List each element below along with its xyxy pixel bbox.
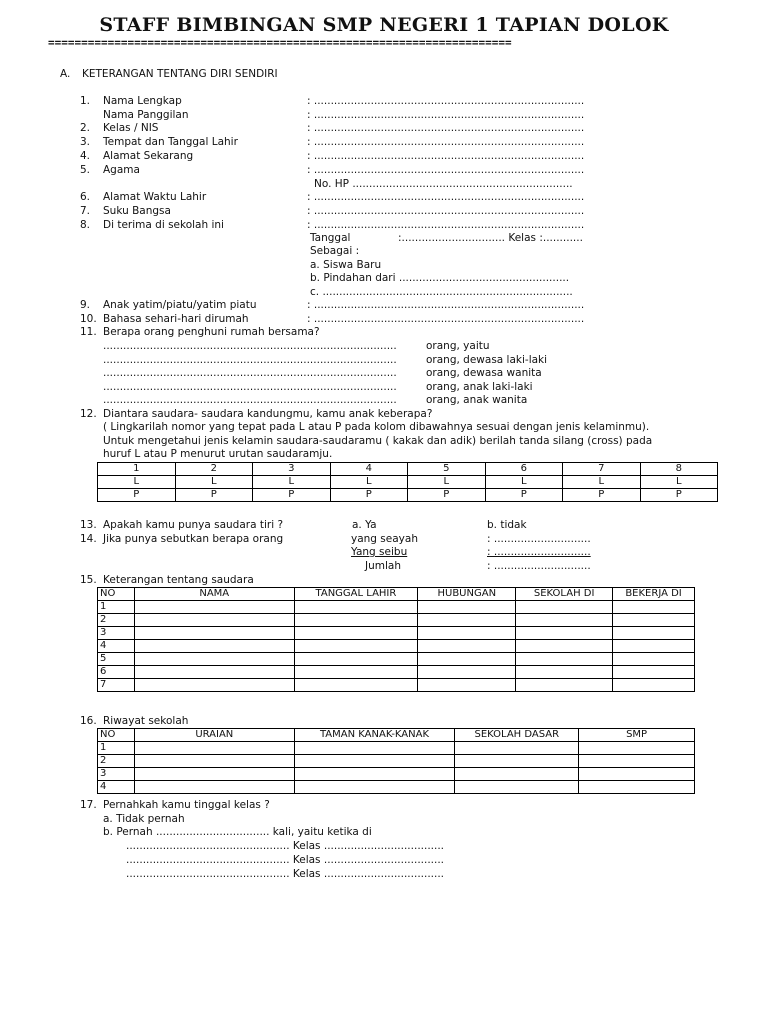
school-history-table xyxy=(97,728,695,794)
table-input-cell[interactable] xyxy=(294,614,418,627)
table-input-cell[interactable] xyxy=(134,666,294,679)
q12-line1: Diantara saudara- saudara kandungmu, kamu anak keberapa? xyxy=(103,408,433,420)
row-number-cell: 4 xyxy=(98,781,135,794)
option-siswa-baru[interactable]: a. Siswa Baru xyxy=(310,259,382,271)
title-rule: ====================================================================== xyxy=(48,36,512,49)
q12-line4: huruf L atau P menurut urutan saudaramju. xyxy=(103,448,333,460)
table-header-cell: URAIAN xyxy=(134,729,294,742)
q14-jumlah-field[interactable]: : ............................. xyxy=(487,560,591,572)
field-label: Anak yatim/piatu/yatim piatu xyxy=(103,299,257,311)
sibling-number-cell: 5 xyxy=(408,463,486,476)
table-input-cell[interactable] xyxy=(579,781,695,794)
field-number: 9. xyxy=(80,299,91,311)
table-input-cell[interactable] xyxy=(134,768,294,781)
sibling-gender-cell[interactable]: P xyxy=(408,489,486,502)
q13-text: Apakah kamu punya saudara tiri ? xyxy=(103,519,284,531)
field-input-dots[interactable]: : ................................................................................. xyxy=(307,164,585,176)
q12-line3: Untuk mengetahui jenis kelamin saudara-saudaramu ( kakak dan adik) berilah tanda silang (cross) pada xyxy=(103,435,653,447)
table-row xyxy=(98,640,695,653)
table-input-cell[interactable] xyxy=(418,679,516,692)
table-input-cell[interactable] xyxy=(294,666,418,679)
table-header-cell: TAMAN KANAK-KANAK xyxy=(294,729,455,742)
q11-dots[interactable]: ........................................................................................ xyxy=(103,367,397,379)
field-label: Kelas / NIS xyxy=(103,122,159,134)
table-input-cell[interactable] xyxy=(418,666,516,679)
q17-option-pernah[interactable]: b. Pernah .................................. kali, yaitu ketika di xyxy=(103,826,372,838)
sibling-gender-cell[interactable]: L xyxy=(485,476,563,489)
sibling-gender-cell[interactable]: L xyxy=(330,476,408,489)
field-input-dots[interactable]: : ................................................................................. xyxy=(307,313,585,325)
table-input-cell[interactable] xyxy=(455,781,579,794)
q11-row-label: orang, dewasa wanita xyxy=(426,367,542,379)
row-number-cell: 6 xyxy=(98,666,135,679)
table-header-row xyxy=(98,729,695,742)
table-input-cell[interactable] xyxy=(516,653,613,666)
table-row xyxy=(98,463,718,476)
sibling-gender-cell[interactable]: L xyxy=(253,476,331,489)
table-row xyxy=(98,489,718,502)
field-label: Di terima di sekolah ini xyxy=(103,219,224,231)
table-row xyxy=(98,679,695,692)
sibling-gender-cell[interactable]: L xyxy=(640,476,718,489)
sibling-gender-cell[interactable]: P xyxy=(175,489,253,502)
q17-kelas-line[interactable]: ................................................. Kelas .................................... xyxy=(126,868,445,880)
table-input-cell[interactable] xyxy=(613,640,695,653)
table-input-cell[interactable] xyxy=(294,627,418,640)
table-input-cell[interactable] xyxy=(134,601,294,614)
q11-dots[interactable]: ........................................................................................ xyxy=(103,340,397,352)
siblings-table xyxy=(97,587,695,692)
sibling-gender-cell[interactable]: P xyxy=(485,489,563,502)
table-input-cell[interactable] xyxy=(418,640,516,653)
q11-row-label: orang, anak wanita xyxy=(426,394,528,406)
table-row xyxy=(98,742,695,755)
table-input-cell[interactable] xyxy=(134,627,294,640)
table-input-cell[interactable] xyxy=(613,666,695,679)
table-row xyxy=(98,601,695,614)
tanggal-label: Tanggal xyxy=(310,232,351,244)
table-input-cell[interactable] xyxy=(294,679,418,692)
table-input-cell[interactable] xyxy=(134,614,294,627)
section-a-title: KETERANGAN TENTANG DIRI SENDIRI xyxy=(82,68,278,80)
sibling-number-cell: 4 xyxy=(330,463,408,476)
table-input-cell[interactable] xyxy=(516,614,613,627)
q14-seibu-label: Yang seibu xyxy=(351,546,408,558)
field-input-dots[interactable]: : ................................................................................. xyxy=(307,205,585,217)
q11-row-label: orang, dewasa laki-laki xyxy=(426,353,548,366)
table-row xyxy=(98,476,718,489)
row-number-cell: 2 xyxy=(98,755,135,768)
sebagai-label: Sebagai : xyxy=(310,245,360,257)
q14-seibu-field[interactable]: : ............................. xyxy=(487,546,591,558)
table-row xyxy=(98,666,695,679)
q15-number: 15. xyxy=(80,574,97,586)
q17-kelas-line[interactable]: ................................................. Kelas .................................... xyxy=(126,854,445,866)
field-input-dots[interactable]: : ................................................................................. xyxy=(307,299,585,311)
table-header-cell: BEKERJA DI xyxy=(613,588,695,601)
table-input-cell[interactable] xyxy=(294,755,455,768)
field-label: Suku Bangsa xyxy=(103,205,171,217)
field-number: 10. xyxy=(80,313,97,325)
table-input-cell[interactable] xyxy=(613,653,695,666)
row-number-cell: 5 xyxy=(98,653,135,666)
field-number: 6. xyxy=(80,191,91,203)
table-input-cell[interactable] xyxy=(134,653,294,666)
tanggal-kelas-field[interactable]: :............................... Kelas :............ xyxy=(398,232,583,244)
q11-number: 11. xyxy=(80,326,97,338)
table-header-cell: SEKOLAH DI xyxy=(516,588,613,601)
field-label: Nama Lengkap xyxy=(103,95,182,107)
q17-kelas-line[interactable]: ................................................. Kelas .................................... xyxy=(126,840,445,852)
table-input-cell[interactable] xyxy=(418,653,516,666)
row-number-cell: 1 xyxy=(98,742,135,755)
q15-text: Keterangan tentang saudara xyxy=(103,574,254,586)
q16-text: Riwayat sekolah xyxy=(103,715,189,727)
q17-option-tidak-pernah[interactable]: a. Tidak pernah xyxy=(103,813,185,825)
q13-option-tidak[interactable]: b. tidak xyxy=(487,519,527,531)
field-number: 3. xyxy=(80,136,91,148)
field-input-dots[interactable]: : ................................................................................. xyxy=(307,136,585,148)
table-input-cell[interactable] xyxy=(613,601,695,614)
table-input-cell[interactable] xyxy=(294,768,455,781)
q11-row-label: orang, yaitu xyxy=(426,340,490,352)
field-number: 8. xyxy=(80,219,91,231)
table-input-cell[interactable] xyxy=(455,755,579,768)
table-row xyxy=(98,653,695,666)
table-input-cell[interactable] xyxy=(613,614,695,627)
sibling-number-cell: 1 xyxy=(98,463,176,476)
field-label: Agama xyxy=(103,164,140,176)
page-title: STAFF BIMBINGAN SMP NEGERI 1 TAPIAN DOLOK xyxy=(99,14,669,36)
field-label: Nama Panggilan xyxy=(103,109,189,121)
table-input-cell[interactable] xyxy=(294,640,418,653)
sibling-number-cell: 2 xyxy=(175,463,253,476)
table-input-cell[interactable] xyxy=(134,679,294,692)
table-input-cell[interactable] xyxy=(418,614,516,627)
table-header-cell: SEKOLAH DASAR xyxy=(455,729,579,742)
field-input-dots[interactable]: : ................................................................................. xyxy=(307,191,585,203)
table-input-cell[interactable] xyxy=(294,601,418,614)
field-number: 1. xyxy=(80,95,91,107)
q13-option-ya[interactable]: a. Ya xyxy=(352,519,377,531)
sibling-gender-cell[interactable]: L xyxy=(408,476,486,489)
section-a-label: A. xyxy=(60,68,71,80)
field-input-dots[interactable]: : ................................................................................. xyxy=(307,122,585,134)
table-row xyxy=(98,755,695,768)
table-input-cell[interactable] xyxy=(294,653,418,666)
q13-number: 13. xyxy=(80,519,97,531)
sibling-order-table xyxy=(97,462,718,502)
table-input-cell[interactable] xyxy=(455,742,579,755)
table-input-cell[interactable] xyxy=(516,640,613,653)
option-lainnya[interactable]: c. ........................................................................... xyxy=(310,286,573,298)
q14-text: Jika punya sebutkan berapa orang xyxy=(103,533,284,545)
table-input-cell[interactable] xyxy=(418,601,516,614)
table-input-cell[interactable] xyxy=(579,768,695,781)
sibling-gender-cell[interactable]: P xyxy=(253,489,331,502)
table-input-cell[interactable] xyxy=(418,627,516,640)
sibling-gender-cell[interactable]: P xyxy=(640,489,718,502)
no-hp-field[interactable]: No. HP .................................................................. xyxy=(314,178,573,190)
row-number-cell: 4 xyxy=(98,640,135,653)
field-label: Tempat dan Tanggal Lahir xyxy=(103,136,238,148)
sibling-gender-cell[interactable]: L xyxy=(98,476,176,489)
table-header-row xyxy=(98,588,695,601)
table-input-cell[interactable] xyxy=(613,679,695,692)
option-pindahan[interactable]: b. Pindahan dari ................................................... xyxy=(310,272,570,284)
field-label: Bahasa sehari-hari dirumah xyxy=(103,313,249,325)
q16-number: 16. xyxy=(80,715,97,727)
field-label: Alamat Sekarang xyxy=(103,150,194,162)
q11-dots[interactable]: ........................................................................................ xyxy=(103,394,397,406)
table-input-cell[interactable] xyxy=(455,768,579,781)
sibling-gender-cell[interactable]: L xyxy=(563,476,641,489)
sibling-number-cell: 7 xyxy=(563,463,641,476)
table-input-cell[interactable] xyxy=(294,742,455,755)
q17-number: 17. xyxy=(80,799,97,811)
field-input-dots[interactable]: : ................................................................................. xyxy=(307,219,585,231)
row-number-cell: 3 xyxy=(98,768,135,781)
field-number: 4. xyxy=(80,150,91,162)
table-input-cell[interactable] xyxy=(134,742,294,755)
field-number: 5. xyxy=(80,164,91,176)
field-input-dots[interactable]: : ................................................................................. xyxy=(307,95,585,107)
sibling-gender-cell[interactable]: P xyxy=(98,489,176,502)
row-number-cell: 7 xyxy=(98,679,135,692)
row-number-cell: 3 xyxy=(98,627,135,640)
q17-text: Pernahkah kamu tinggal kelas ? xyxy=(103,799,270,811)
table-header-cell: NAMA xyxy=(134,588,294,601)
row-number-cell: 1 xyxy=(98,601,135,614)
sibling-gender-cell[interactable]: P xyxy=(330,489,408,502)
q11-dots[interactable]: ........................................................................................ xyxy=(103,353,397,366)
table-input-cell[interactable] xyxy=(134,755,294,768)
sibling-number-cell: 6 xyxy=(485,463,563,476)
table-row xyxy=(98,781,695,794)
q12-line2: ( Lingkarilah nomor yang tepat pada L atau P pada kolom dibawahnya sesuai dengan jenis kelaminmu). xyxy=(103,421,650,433)
table-header-cell: NO xyxy=(98,588,135,601)
q11-text: Berapa orang penghuni rumah bersama? xyxy=(103,326,320,338)
table-row xyxy=(98,614,695,627)
table-row xyxy=(98,627,695,640)
q14-seayah-field[interactable]: : ............................. xyxy=(487,533,591,545)
table-input-cell[interactable] xyxy=(579,755,695,768)
q14-jumlah-label: Jumlah xyxy=(365,560,401,572)
sibling-number-cell: 3 xyxy=(253,463,331,476)
sibling-gender-cell[interactable]: P xyxy=(563,489,641,502)
table-input-cell[interactable] xyxy=(294,781,455,794)
table-input-cell[interactable] xyxy=(134,640,294,653)
q11-dots[interactable]: ........................................................................................ xyxy=(103,380,397,393)
row-number-cell: 2 xyxy=(98,614,135,627)
q11-row-label: orang, anak laki-laki xyxy=(426,380,533,393)
table-input-cell[interactable] xyxy=(516,666,613,679)
table-row xyxy=(98,768,695,781)
table-header-cell: NO xyxy=(98,729,135,742)
table-header-cell: TANGGAL LAHIR xyxy=(294,588,418,601)
field-number: 2. xyxy=(80,122,91,134)
field-label: Alamat Waktu Lahir xyxy=(103,191,207,203)
q12-number: 12. xyxy=(80,408,97,420)
sibling-number-cell: 8 xyxy=(640,463,718,476)
table-header-cell: HUBUNGAN xyxy=(418,588,516,601)
table-input-cell[interactable] xyxy=(516,601,613,614)
field-input-dots[interactable]: : ................................................................................. xyxy=(307,109,585,121)
sibling-gender-cell[interactable]: L xyxy=(175,476,253,489)
q14-number: 14. xyxy=(80,533,97,545)
table-input-cell[interactable] xyxy=(516,627,613,640)
table-input-cell[interactable] xyxy=(516,679,613,692)
table-input-cell[interactable] xyxy=(579,742,695,755)
field-number: 7. xyxy=(80,205,91,217)
table-input-cell[interactable] xyxy=(134,781,294,794)
field-input-dots[interactable]: : ................................................................................. xyxy=(307,150,585,162)
table-header-cell: SMP xyxy=(579,729,695,742)
q14-seayah-label: yang seayah xyxy=(351,533,418,545)
table-input-cell[interactable] xyxy=(613,627,695,640)
